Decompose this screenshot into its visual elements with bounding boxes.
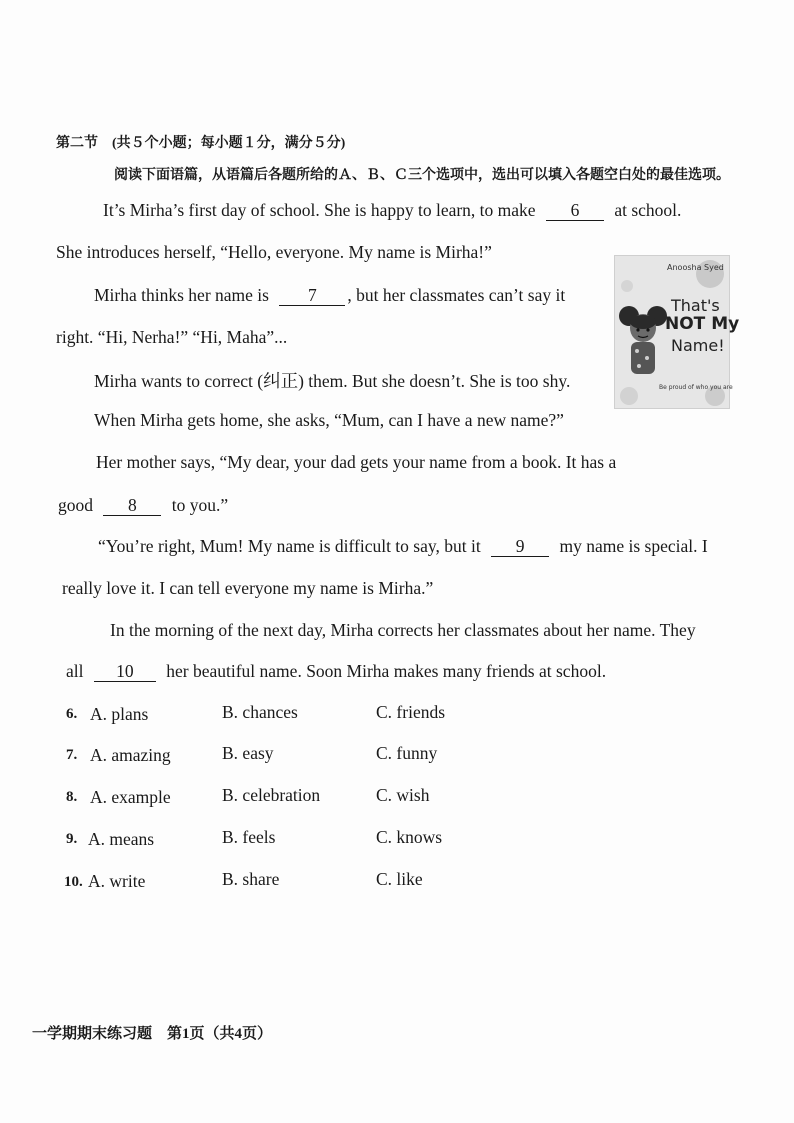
- book-title-line: Name!: [671, 336, 725, 355]
- option-c: C. knows: [376, 827, 443, 847]
- passage-text: It’s Mirha’s first day of school. She is happy to learn, to make: [103, 200, 536, 220]
- passage-line: In the morning of the next day, Mirha corrects her classmates about her name. They: [110, 620, 696, 640]
- option-a: A. amazing: [90, 745, 171, 765]
- question-number: 6.: [66, 706, 78, 722]
- option-a: A. write: [88, 871, 146, 891]
- blank-8: 8: [103, 496, 161, 516]
- book-author: Anoosha Syed: [667, 263, 724, 272]
- passage-line: She introduces herself, “Hello, everyone. My name is Mirha!”: [56, 242, 492, 262]
- passage-line: really love it. I can tell everyone my name is Mirha.”: [62, 578, 434, 598]
- passage-text: good: [58, 495, 93, 515]
- blank-7: 7: [279, 286, 345, 306]
- question-number: 7.: [66, 747, 78, 763]
- passage-line: When Mirha gets home, she asks, “Mum, can I have a new name?”: [94, 410, 564, 430]
- option-c: C. funny: [376, 743, 438, 763]
- option-b: B. chances: [222, 702, 298, 722]
- passage-text: “You’re right, Mum! My name is difficult to say, but it: [98, 536, 481, 556]
- option-b: B. share: [222, 869, 280, 889]
- passage-text: all: [66, 661, 84, 681]
- section-title: 第二节 (共５个小题；每小题１分，满分５分): [56, 136, 346, 151]
- option-c: C. friends: [376, 702, 446, 722]
- option-a: A. means: [88, 829, 155, 849]
- option-a: A. plans: [90, 704, 149, 724]
- passage-line: Her mother says, “My dear, your dad gets your name from a book. It has a: [96, 452, 617, 472]
- passage-line: Mirha wants to correct (纠正) them. But she doesn’t. She is too shy.: [94, 371, 571, 391]
- passage-text: Mirha thinks her name is: [94, 285, 269, 305]
- option-b: B. easy: [222, 743, 274, 763]
- passage-text: my name is special. I: [559, 536, 708, 556]
- book-title-line: NOT My: [665, 314, 740, 334]
- passage-line: [58, 495, 228, 516]
- passage-line: [103, 200, 681, 221]
- passage-text: , but her classmates can’t say it: [347, 285, 566, 305]
- passage-line: [94, 285, 565, 306]
- blank-6: 6: [546, 201, 604, 221]
- option-b: B. feels: [222, 827, 276, 847]
- instructions: 阅读下面语篇，从语篇后各题所给的Ａ、Ｂ、Ｃ三个选项中，选出可以填入各题空白处的最佳选项。: [114, 168, 730, 183]
- blank-9: 9: [491, 537, 549, 557]
- passage-text: at school.: [614, 200, 682, 220]
- blank-10: 10: [94, 662, 156, 682]
- passage-line: [98, 536, 708, 557]
- question-number: 8.: [66, 789, 78, 805]
- passage-line: [66, 661, 606, 682]
- passage-text: to you.”: [171, 495, 229, 515]
- passage-line: right. “Hi, Nerha!” “Hi, Maha”...: [56, 327, 288, 347]
- book-tagline: Be proud of who you are: [659, 384, 733, 391]
- option-c: C. wish: [376, 785, 430, 805]
- page-footer: 一学期期末练习题 第1页（共4页）: [32, 1026, 273, 1042]
- book-title-line: That's: [671, 296, 720, 315]
- option-a: A. example: [90, 787, 171, 807]
- passage-text: her beautiful name. Soon Mirha makes many friends at school.: [166, 661, 607, 681]
- question-number: 9.: [66, 831, 78, 847]
- book-cover-image: [614, 255, 740, 409]
- option-b: B. celebration: [222, 785, 321, 805]
- question-number: 10.: [64, 874, 83, 890]
- option-c: C. like: [376, 869, 423, 889]
